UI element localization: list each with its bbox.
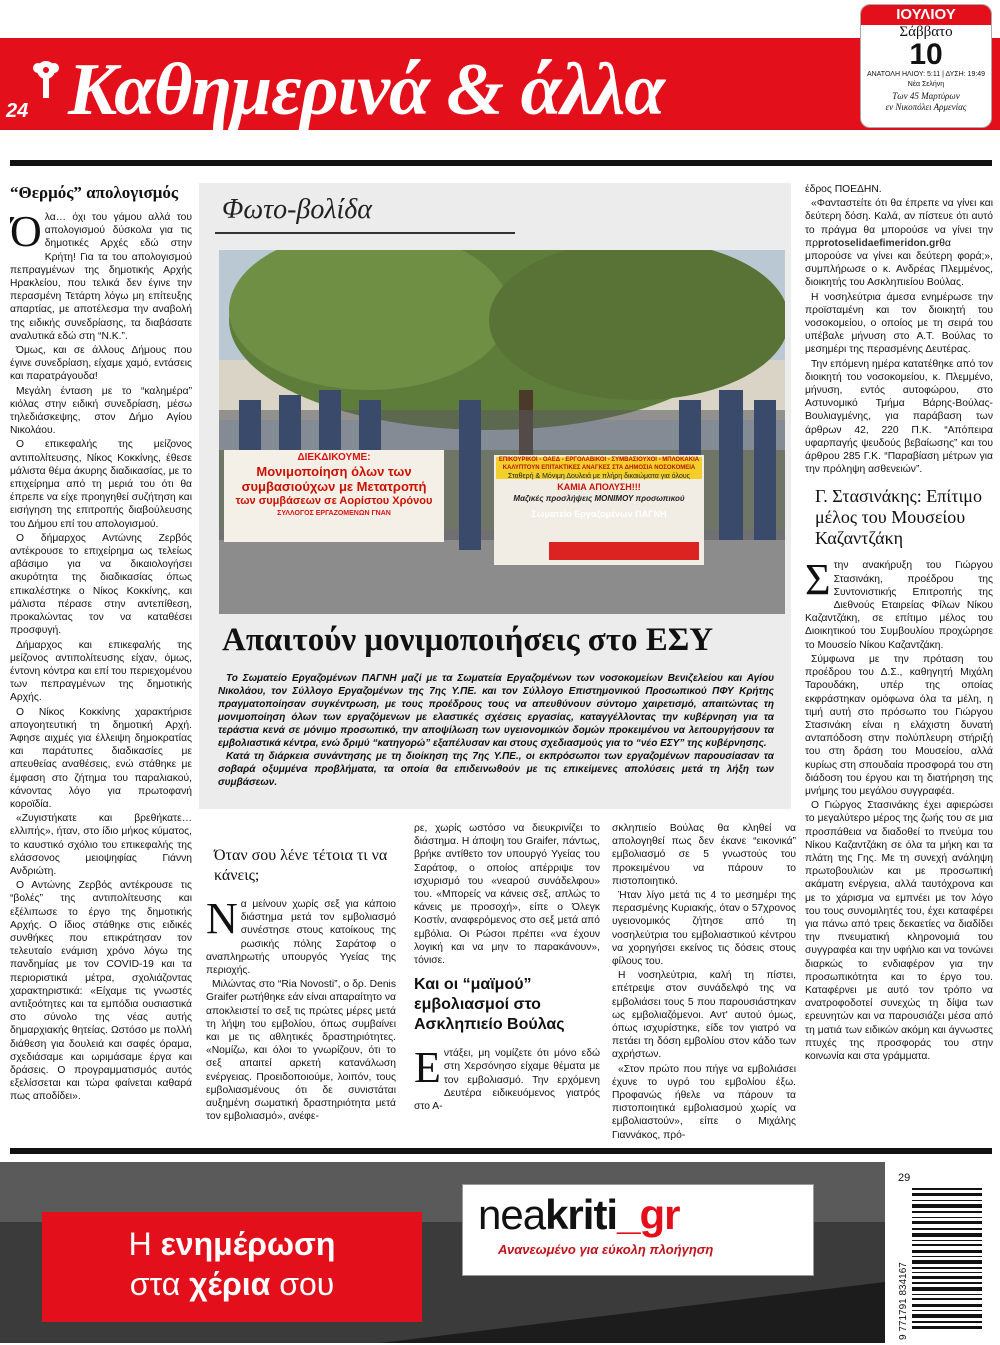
ad-text: στα [129,1266,190,1302]
paragraph: Μεγάλη ένταση με το “καλημέρα” κιόλας στην ειδική συνεδρίαση, μέσω τηλεδιάσκεψης, στον Δήμο Αγίου Νικολάου. [10,385,192,437]
paragraph: Η νοσηλεύτρια, καλή τη πίστει, επέτρεψε στον συνάδελφό της να εμβολιάσει τους 5 που παρουσιάστηκαν ως εμβολιαζόμενοι. Αντ' αυτού όμως, όπως ισχυρίστηκε, είδε τον γιατρό να πετάει τη δόση εμβολίου στον κάδο των αχρήστων. [612,970,796,1061]
brand-part: kriti [545,1191,618,1238]
banner-text: ΔΙΕΚΔΙΚΟΥΜΕ: [297,452,371,463]
paragraph: Την επόμενη ημέρα κατατέθηκε από τον διοικητή του νοσοκομείου, κ. Πλεμμένο, μήνυση, εντός αυτοφώρου, στο Αστυνομικό Τμήμα Βάρης-Βούλας-Βουλιαγμένης, για παράβαση των άρθρων 42, 220 Π.Κ. “Απόπειρα υφαρπαγής ψευδούς βεβαίωσης” και του άρθρου 285 Γ.Κ. “Παραβίαση μέτρων για την πρόληψη ασθενειών”. [805,358,993,476]
paragraph: την ανακήρυξη του Γιώργου Στασινάκη, προέδρου της Συντονιστικής Επιτροπής της Διεθνούς Εταιρείας Φίλων Νίκου Καζαντζάκη, σε επίτιμο μέλος του Διοικητικού του Συμβουλίου προχώρησε το Μουσείο Νίκου Καζαντζάκη. [805,560,993,651]
paragraph: Ο Νίκος Κοκκίνης χαρακτήρισε απογοητευτική τη δημοτική Αρχή. Άφησε αιχμές για έλλειψη δημοκρατίας και παράτυπες διαδικασίες με απευθείας αναθέσεις, ενώ στάθηκε με έμφαση στο ζήτημα του παραλιακού, κάνοντας λόγο για πρωτοφανή κοροϊδία. [10,706,192,810]
ad-line-1 [42,1226,422,1262]
banner-text: ΚΑΜΙΑ ΑΠΟΛΥΣΗ!!! [557,482,641,492]
date-weekday: Σάββατο [899,24,953,40]
brand-part: _gr [617,1191,680,1238]
protest-photo [219,250,785,614]
article-headline: Και οι “μαϊμού” εμβολιασμοί στο Ασκληπιείο Βούλας [414,976,565,1034]
saint-line-2: εν Νικοπόλει Αρμενίας [885,102,967,112]
paragraph: α μείνουν χωρίς σεξ για κάποιο διάστημα μετά τον εμβολιασμό συνέστησε στους κατοίκους της ρωσικής πόλης Σαράτοφ ο αναπληρωτής υπουργός Υγείας της περιοχής. [206,899,396,977]
paragraph: λα… όχι του γάμου αλλά του απολογισμού δύσκολα για τις δημοτικές Αρχές εδώ στην Κρήτη! Για τα του απολογισμού πεπραγμένων της δημοτικής Αρχής Ηρακλείου, που τελικά δεν έγινε την περασμένη Τετάρτη λόγω μη επίτευξης απαρτίας, με αποτέλεσμα την αναβολή της ειδικής συνεδρίασης, τα διαβάσατε αναλυτικά εδώ στη “Ν.Κ.”. [10,212,192,342]
page-number: 24 [6,100,29,122]
paragraph: Ο δήμαρχος Αντώνης Ζερβός αντέκρουσε το επιχείρημα ως τελείως αβάσιμο για να δικαιολογήσει ακυρότητα της διαδικασίας όπως επικαλέστηκε ο Νίκος Κοκκίνης, και μάλιστα πέρασε στην αντεπίθεση, προκαλώντας τον να καταθέσει προσφυγή. [10,532,192,637]
paragraph [805,197,993,289]
paragraph: Το Σωματείο Εργαζομένων ΠΑΓΝΗ μαζί με τα Σωματεία Εργαζομένων των νοσοκομείων Βενιζελείου και Αγίου Νικολάου, τον Σύλλογο Εργαζομένων της 7ης Υ.ΠΕ. και τον Σύλλογο Επιστημονικού Προσωπικού ΠΦΥ Κρήτης πραγματοποίησαν συγκέντρωση, με τους προέδρους τους να απευθύνουν σύντομο χαιρετισμό, απαιτώντας τη μονιμοποίηση όλων των εργαζόμενων με ελαστικές σχέσεις εργασίας, καταγγέλλοντας την κυβέρνηση για τα τεράστια κενά σε μόνιμο προσωπικό, την αποψίλωση των υγειονομικών δομών προκειμένου να λειτουργήσουν τα εμβολιαστικά κέντρα, ενώ δριμύ “κατηγορώ” εξαπέλυσαν και στους σχεδιασμούς για το “νέο ΕΣΥ” της κυβέρνησης. [218,673,774,749]
paragraph: Η νοσηλεύτρια άμεσα ενημέρωσε την προϊσταμένη και τον διοικητή του νοσοκομείου, ο οποίος με τη σειρά του υπέβαλε μήνυση στο Α.Τ. Βούλας το μεσημέρι της περασμένης Δευτέρας. [805,291,993,356]
date-number: 10 [909,38,943,71]
watermark: protoselidaefimeridon.gr [817,237,940,249]
section-title: Καθημερινά & άλλα [68,49,665,131]
dropcap: Ε [414,1043,441,1093]
banner-text: Σωματείο Εργαζομένων ΠΑΓΝΗ [531,509,667,519]
banner-text: Μονιμοποίηση όλων των [256,464,412,479]
date-month: ΙΟΥΛΙΟΥ [861,5,991,25]
sun-times: ΑΝΑΤΟΛΗ ΗΛΙΟΥ: 5:11 | ΔΥΣΗ: 19:49 [866,71,986,78]
banner-text: συμβασιούχων με Μετατροπή [241,479,427,494]
ad-text: ενημέρωση [160,1226,336,1262]
paragraph-part: θα μπορούσε να γίνει και δεύτερη φορά;», συμπλήρωσε ο κ. Ανδρέας Πλεμμένος, διοικητής του Ασκληπιείου Βούλας. [805,237,993,289]
saint-line-1: Των 45 Μαρτύρων [892,91,960,101]
ad-tagline: Ανανεωμένο για εύκολη πλοήγηση [498,1242,714,1257]
column-vaccination [414,822,600,1140]
top-rule [10,160,992,166]
paragraph: Ο Γιώργος Στασινάκης έχει αφιερώσει το μεγαλύτερο μέρος της ζωής του σε μια προσπάθεια να διαδοθεί το πνεύμα του Νίκου Καζαντζάκη σε όλα τα μήκη και τα πλάτη της Γης. Με τη συνεχή ανάληψη πρωτοβουλιών και με προσωπική ακάματη ενέργεια, αλλά ταυτόχρονα και με το χάρισμα να εμπνέει με τον λόγο του τους συνομιλητές του, έχει καταφέρει για πάνω από τρεις δεκαετίες να διαδίδει την πνευματική κληρονομιά του συγγραφέα και την υφήλιο και να τονώνει διαρκώς το ενδιαφέρον για την προσωπικότητα και το έργο του. Καταφέρνει με αυτό τον τρόπο να ανατροφοδοτεί συνεχώς τη δίψα των ερευνητών και να παρουσιάζει μέσα από τη ματιά των ειδικών ακόμη και άγνωστες πτυχές της προσφοράς του στην κοινωνία και στα γράμματα. [805,800,993,1062]
column-saratov [206,822,396,1140]
feature-label-rule [215,232,515,234]
paragraph: Σύμφωνα με την πρόταση του προέδρου του Δ.Σ., καθηγητή Μιχάλη Ταρουδάκη, υπέρ της οποίας εκφράστηκαν ομόφωνα όλα τα μέλη, η τιμή αυτή στο πρόσωπο του Γιώργου Στασινάκη είναι η ελάχιστη δυνατή ανταπόδοση στην πολύπλευρη στήριξή του στη δράση του Μουσείου, αλλά κυρίως στη σπουδαία προσφορά του στη διάδοση του έργου και τη διατήρηση της μνήμης του μεγάλου συγγραφέα. [805,653,993,797]
dropcap: Ό [10,207,42,256]
ad-text: σου [270,1266,335,1302]
article-headline: Γ. Στασινάκης: Επίτιμο μέλος του Μουσείου Καζαντζάκη [815,486,982,549]
banner-right [494,456,704,523]
rooster-logo-icon [26,58,66,104]
feature-headline: Απαιτούν μονιμοποιήσεις στο ΕΣΥ [222,622,714,658]
paragraph: «Στον πρώτο που πήγε να εμβολιάσει έχυνε το υγρό του εμβολίου έξω. Προφανώς ήθελε να πάρουν τα πιστοποιητικά εμβολιασμού χωρίς να εμβολιαστούν», είπε ο Μιχάλης Γιαννάκος, πρό- [612,1063,796,1140]
moon-phase: Νέα Σελήνη [907,81,945,88]
paragraph: ντάξει, μη νομίζετε ότι μόνο εδώ στη Χερσόνησο είχαμε θέματα με τον εμβολιασμό. Την ερχόμενη Δευτέρα ειδικευόμενος γιατρός στο Α- [414,1048,600,1113]
paragraph: Ο επικεφαλής της μείζονος αντιπολίτευσης, Νίκος Κοκκίνης, έθεσε μάλιστα θέμα άκυρης διαδικασίας, με το επιχείρημα από τη μεριά του ότι θα έπρεπε να είχε προηγηθεί συζήτηση και εισήγηση της επιτροπής διαβούλευσης του Δήμου επί του απολογισμού. [10,439,192,530]
ad-line-2 [42,1266,422,1302]
saint-of-day [861,91,991,113]
column-thermos-apologismos [10,183,192,1128]
dropcap: Ν [206,894,238,943]
ad-brand-logo [478,1190,679,1240]
paragraph-part: «Φανταστείτε ότι θα έπρεπε να γίνει και δεύτερη δόση. Καλά, αν πίστευε ότι αυτό το πράγμα θα μπορούσε να γίνει την πρ [805,198,993,249]
barcode-number: 9 771791 834167 [898,1262,909,1340]
banner-text: των συμβάσεων σε Αορίστου Χρόνου [235,495,433,507]
paragraph: «Ζυγιστήκατε και βρεθήκατε… ελλιπής», ήταν, στο ίδιο μήκος κύματος, το καυστικό σχόλιο του επικεφαλής της ελάσσονος μειοψηφίας Γιάννη Ανδριώτη. [10,813,192,877]
banner-text: ΕΠΙΚΟΥΡΙΚΟΙ - ΟΑΕΔ - ΕΡΓΟΛΑΒΙΚΟΙ - ΣΥΜΒΑΣΙΟΥΧΟΙ - ΜΠΛΟΚΑΚΙΑ [498,457,700,463]
paragraph: Ήταν λίγο μετά τις 4 το μεσημέρι της περασμένης Κυριακής, όταν ο 57χρονος υγειονομικός ζήτησε από τη νοσηλεύτρια του εμβολιαστικού κέντρου να χορηγήσει εκείνος τις δόσεις στους φίλους του. [612,890,796,968]
paragraph: ρε, χωρίς ωστόσο να διευκρινίζει το διάστημα. Η άποψη του Graifer, πάντως, βρήκε αντίθετο τον υπουργό Υγείας του Σαράτοφ, ο οποίος απέρριψε τον ισχυρισμό του «νεαρού συνάδελφου» του. «Μπορείς να κάνεις σεξ, απλώς το κάνεις με προσοχή», είπε ο Όλεγκ Κοστίν, αναφερόμενος στο σεξ μετά από εμβόλια. Οι Ρώσοι πρέπει «να έχουν λογική και να μην το παρακάνουν», τόνισε. [414,823,600,967]
paragraph: Μιλώντας στο “Ria Novosti”, ο δρ. Denis Graifer ρωτήθηκε εάν είναι απαραίτητο να αποκλειστεί το σεξ τις πρώτες μέρες μετά τη λήψη του εμβολίου, όπως συμβαίνει και με τις αθλητικές δραστηριότητες. «Νομίζω, και όλοι το γνωρίζουν, ότι το σεξ απαιτεί αρκετή κατανάλωση ενέργειας. Προειδοποιούμε, λοιπόν, τους εμβολιασμένους ότι δε συνιστάται αυξημένη σωματική δραστηριότητα μετά τον εμβολιασμό», ανέφε- [206,979,396,1123]
ad-text: Η [128,1226,161,1262]
paragraph: Όμως, και σε άλλους Δήμους που έγινε συνεδρίαση, είχαμε χαμό, εντάσεις και παρατράγουδα! [10,345,192,383]
feature-lead [218,672,774,789]
column-vaccination-cont [612,822,796,1140]
paragraph: Ο Αντώνης Ζερβός αντέκρουσε τις “βολές” της αντιπολίτευσης και εξέλιπωσε το έργο της δημοτικής Αρχής. Ο ίδιος στάθηκε στις ειδικές συνθήκες που επικράτησαν τον τελευταίο ενάμιση χρόνο λόγω της πανδημίας με τον COVID-19 και τα περιοριστικά μέτρα, σχολιάζοντας χαρακτηριστικά: «Είχαμε τις γνωστές αντιξοότητες και τα εμπόδια ουσιαστικά στο σύνολο της νέας αυτής δημαρχιακής θητείας. Ωστόσο με πολλή διάθεση για δουλειά και σαφές όραμα, σχεδιάσαμε και ωριμάσαμε έργα και δράσεις. Ο προγραμματισμός αυτός εξελίσσεται και τώρα φαίνεται καθαρά πως αποδίδει». [10,880,192,1103]
paragraph: Κατά τη διάρκεια συνάντησης με τη διοίκηση της 7ης Υ.ΠΕ., οι εκπρόσωποι των εργαζομένων παρουσίασαν τα σοβαρά οξυμμένα προβλήματα, τα οποία θα επιδεινωθούν με τις επικείμενες απολύσεις μετά τη λήξη των συμβάσεων. [218,751,774,788]
column-right [805,183,993,1123]
banner-left [224,452,444,520]
ad-text: χέρια [189,1266,271,1302]
dropcap: Σ [805,555,831,605]
article-headline: Όταν σου λένε τέτοια τι να κάνεις; [214,847,388,884]
banner-text: Μαζικές προσλήψεις ΜΟΝΙΜΟΥ προσωπικού [513,494,685,503]
feature-label: Φωτο-βολίδα [222,194,372,225]
article-headline: “Θερμός” απολογισμός [10,183,179,202]
paragraph: Δήμαρχος και επικεφαλής της μείζονος αντιπολίτευσης είχαν, όμως, έντονη κόντρα και επί του περιεχομένου των πεπραγμένων της δημοτικής Αρχής. [10,639,192,704]
paragraph: έδρος ΠΟΕΔΗΝ. [805,184,882,195]
brand-part: nea [478,1191,546,1238]
bottom-rule [10,1148,992,1154]
banner-text: ΚΑΛΥΠΤΟΥΝ ΕΠΙΤΑΚΤΙΚΕΣ ΑΝΑΓΚΕΣ ΣΤΑ ΔΗΜΟΣΙΑ ΝΟΣΟΚΟΜΕΙΑ [502,465,696,471]
banner-text: Σταθερή & Μόνιμη Δουλειά με πλήρη δικαιώματα για όλους [507,473,691,480]
date-box [860,4,992,128]
banner-text: ΣΥΛΛΟΓΟΣ ΕΡΓΑΖΟΜΕΝΩΝ ΓΝΑΝ [277,510,391,517]
issue-number: 29 [898,1172,911,1184]
paragraph: σκληπιείο Βούλας θα κληθεί να απολογηθεί πως δεν έκανε “εικονικά” εμβολιασμό σε 5 γνωστούς του προκειμένου να πάρουν το πιστοποιητικό. [612,823,796,887]
